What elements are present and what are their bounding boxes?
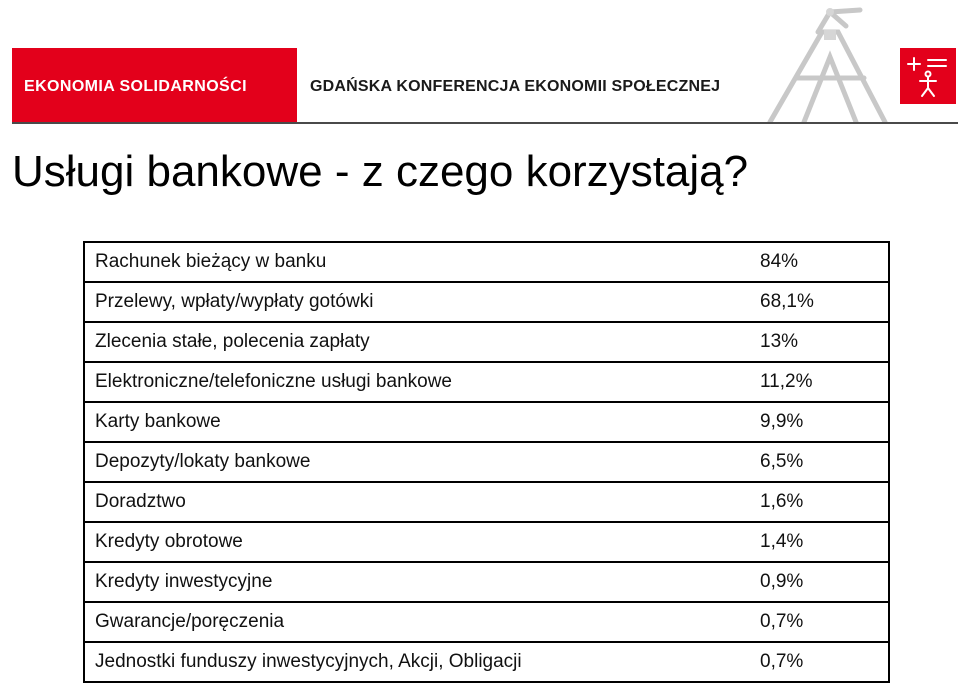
service-name-cell: Doradztwo — [84, 482, 748, 522]
table-row — [84, 642, 889, 682]
usage-share-cell: 13% — [748, 322, 889, 362]
table-row — [84, 442, 889, 482]
service-name-cell: Gwarancje/poręczenia — [84, 602, 748, 642]
conference-name: GDAŃSKA KONFERENCJA EKONOMII SPOŁECZNEJ — [310, 78, 721, 95]
conference-logo-icon — [900, 48, 956, 104]
service-name-cell: Kredyty obrotowe — [84, 522, 748, 562]
table-row — [84, 522, 889, 562]
usage-share-cell: 9,9% — [748, 402, 889, 442]
page-title: Usługi bankowe - z czego korzystają? — [12, 147, 749, 196]
service-name-cell: Jednostki funduszy inwestycyjnych, Akcji, Obligacji — [84, 642, 748, 682]
service-name-cell: Zlecenia stałe, polecenia zapłaty — [84, 322, 748, 362]
table-row — [84, 322, 889, 362]
service-name-cell: Kredyty inwestycyjne — [84, 562, 748, 602]
service-name-cell: Rachunek bieżący w banku — [95, 251, 327, 272]
service-name-cell: Przelewy, wpłaty/wypłaty gotówki — [84, 282, 748, 322]
table-row — [84, 602, 889, 642]
usage-share-cell: 0,7% — [748, 602, 889, 642]
usage-share-cell: 6,5% — [748, 442, 889, 482]
solidarity-economy-logo-text: EKONOMIA SOLIDARNOŚCI — [24, 78, 247, 95]
header-divider — [12, 122, 958, 124]
service-name-cell: Elektroniczne/telefoniczne usługi bankowe — [84, 362, 748, 402]
service-name-cell: Karty bankowe — [84, 402, 748, 442]
table-row — [84, 362, 889, 402]
usage-share-cell: 84% — [760, 251, 799, 272]
banking-services-table — [83, 241, 890, 683]
table-row — [84, 562, 889, 602]
usage-share-cell: 1,6% — [748, 482, 889, 522]
table-row — [84, 282, 889, 322]
table-row — [84, 482, 889, 522]
service-name-cell: Depozyty/lokaty bankowe — [84, 442, 748, 482]
table-row — [84, 242, 889, 282]
usage-share-cell: 11,2% — [748, 362, 889, 402]
usage-share-cell: 68,1% — [748, 282, 889, 322]
usage-share-cell: 0,7% — [748, 642, 889, 682]
usage-share-cell: 0,9% — [748, 562, 889, 602]
table-row — [84, 402, 889, 442]
usage-share-cell: 1,4% — [748, 522, 889, 562]
shipyard-crane-graphic-icon — [760, 2, 900, 124]
